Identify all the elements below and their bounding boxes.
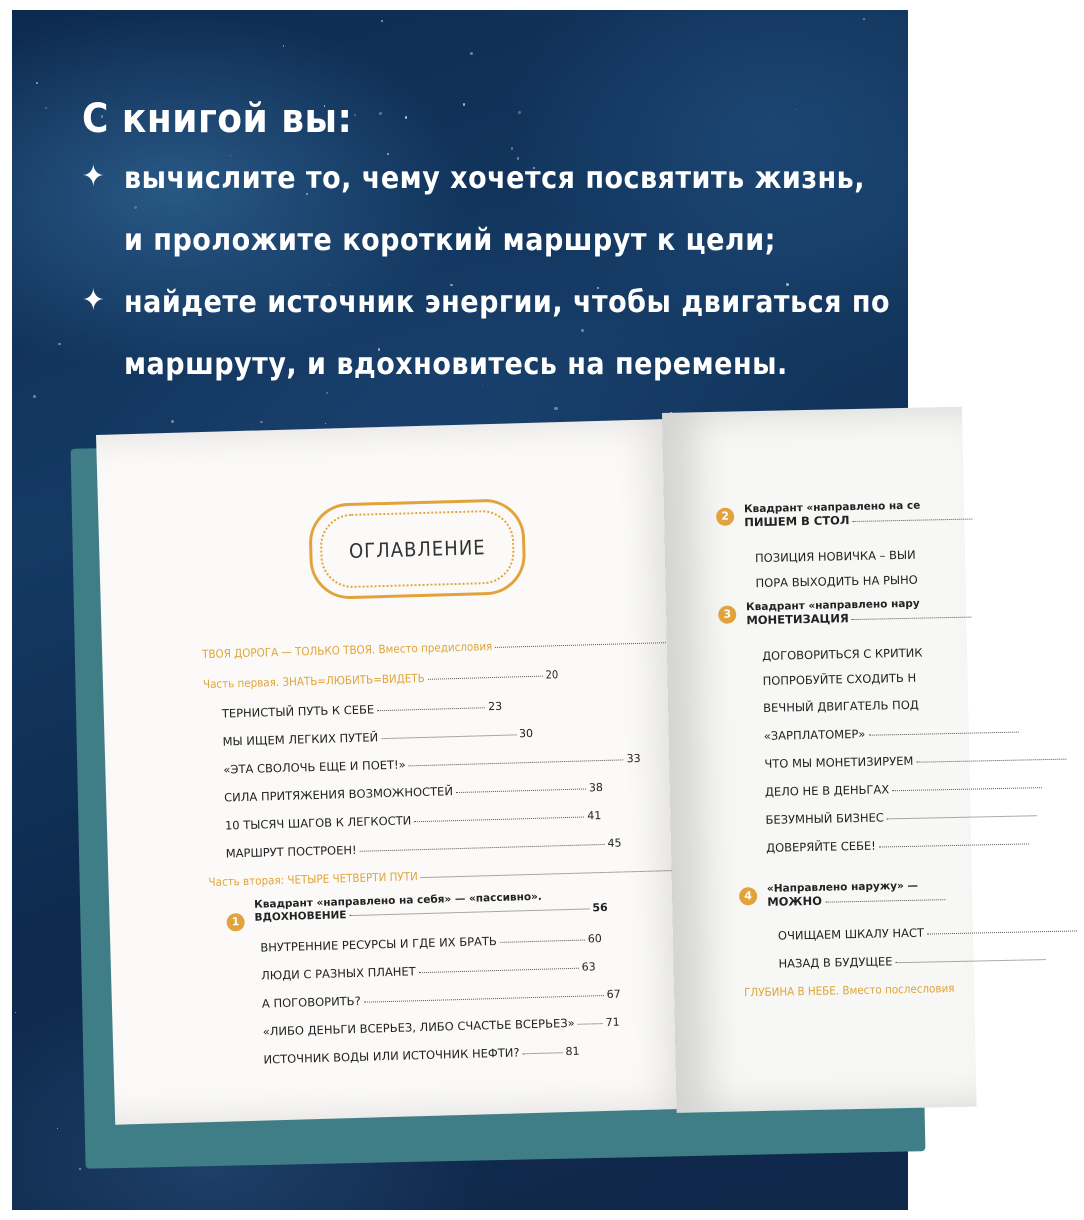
sparkle-star-icon: ✦ <box>82 159 106 194</box>
toc-entry <box>224 780 603 805</box>
toc-entry-title: ПОПРОБУЙТЕ СХОДИТЬ Н <box>762 670 917 688</box>
toc-entry-title: ПИШЕМ В СТОЛ <box>744 513 850 530</box>
bullet-1-line-1: вычислите то, чему хочется посвятить жизнь, <box>124 161 866 196</box>
toc-entry <box>765 779 1045 799</box>
star-dot <box>33 395 35 397</box>
dot-leader <box>414 817 584 823</box>
dot-leader <box>896 959 1046 963</box>
dot-leader <box>868 732 1018 736</box>
toc-entry-title: ДЕЛО НЕ В ДЕНЬГАХ <box>764 782 890 799</box>
toc-entry <box>261 959 596 982</box>
sparkle-star-icon: ✦ <box>82 283 106 318</box>
toc-entry-heading: «Направлено наружу» — <box>766 879 919 895</box>
toc-entry <box>778 951 1048 971</box>
toc-entry-title: Часть первая. ЗНАТЬ=ЛЮБИТЬ=ВИДЕТЬ <box>202 670 425 692</box>
quadrant-number-badge: 4 <box>739 887 757 905</box>
toc-entry-title: «ЭТА СВОЛОЧЬ ЕЩЕ И ПОЕТ!» <box>223 757 406 777</box>
open-book <box>72 405 955 1165</box>
dot-leader <box>892 787 1042 791</box>
page-number: 56 <box>592 900 608 915</box>
toc-entry-title: ВНУТРЕННИЕ РЕСУРСЫ И ГДЕ ИХ БРАТЬ <box>260 934 497 955</box>
toc-entry-title: 10 ТЫСЯЧ ШАГОВ К ЛЕГКОСТИ <box>224 813 412 833</box>
toc-entry <box>222 699 503 721</box>
toc-entry-title: НАЗАД В БУДУЩЕЕ <box>778 954 893 971</box>
toc-entry-title: ПОЗИЦИЯ НОВИЧКА – ВЫИ <box>754 547 916 566</box>
dot-leader <box>500 940 585 943</box>
toc-entry <box>764 724 1022 743</box>
toc-entry <box>222 726 533 749</box>
star-dot <box>381 20 383 22</box>
toc-title-inner-frame <box>319 509 515 588</box>
toc-entry-heading: Квадрант «направлено нару <box>745 597 920 614</box>
toc-entry <box>260 931 602 955</box>
toc-entry-subheading <box>767 891 948 909</box>
toc-entry-title: БЕЗУМНЫЙ БИЗНЕС <box>765 810 884 827</box>
toc-entry <box>766 835 1032 855</box>
toc-title: ОГЛАВЛЕНИЕ <box>348 535 486 563</box>
toc-entry-title: «ЗАРПЛАТОМЕР» <box>763 726 866 743</box>
toc-entry <box>203 667 559 691</box>
toc-entry-title: ОЧИЩАЕМ ШКАЛУ НАСТ <box>777 925 925 943</box>
dot-leader <box>825 899 945 903</box>
page-number: 33 <box>626 751 641 766</box>
toc-entry-title: ТЕРНИСТЫЙ ПУТЬ К СЕБЕ <box>221 702 375 721</box>
page-number: 67 <box>606 987 621 1001</box>
toc-entry-title: ЧТО МЫ МОНЕТИЗИРУЕМ <box>764 753 914 771</box>
page-number: 45 <box>607 836 622 850</box>
toc-entry-title: ЛЮДИ С РАЗНЫХ ПЛАНЕТ <box>260 964 416 983</box>
star-dot <box>45 107 46 108</box>
toc-entry <box>263 1015 620 1039</box>
star-dot <box>79 1168 81 1170</box>
headline-bullet-1 <box>82 161 890 259</box>
dot-leader <box>419 968 579 973</box>
star-dot <box>58 343 60 345</box>
toc-entry-title: А ПОГОВОРИТЬ? <box>261 993 361 1011</box>
toc-entry <box>226 835 622 860</box>
toc-entry-title: МОНЕТИЗАЦИЯ <box>746 611 849 628</box>
toc-entry-title: ПОРА ВЫХОДИТЬ НА РЫНО <box>755 572 918 591</box>
toc-entry-title: ГЛУБИНА В НЕБЕ. Вместо послесловия <box>744 981 955 1000</box>
page-number: 38 <box>588 780 604 795</box>
bullet-2-line-2: маршруту, и вдохновитесь на перемены. <box>124 347 788 382</box>
bullet-2-line-1: найдете источник энергии, чтобы двигаться по <box>124 285 891 320</box>
dot-leader <box>364 995 604 1003</box>
page-number: 60 <box>587 932 602 946</box>
star-dot <box>283 45 284 46</box>
toc-entry-title: СИЛА ПРИТЯЖЕНИЯ ВОЗМОЖНОСТЕЙ <box>223 784 454 805</box>
dot-leader <box>523 1052 563 1054</box>
dot-leader <box>409 759 624 766</box>
background-night-sky <box>12 10 955 1210</box>
dot-leader <box>852 617 972 621</box>
toc-entry <box>767 879 948 909</box>
toc-entry <box>262 987 621 1011</box>
dot-leader <box>887 815 1037 819</box>
toc-entry <box>755 573 917 590</box>
quadrant-number-badge: 1 <box>226 913 244 931</box>
star-dot <box>36 82 38 84</box>
toc-entry <box>755 548 916 565</box>
dot-leader <box>916 759 1066 763</box>
toc-entry <box>763 698 919 715</box>
star-dot <box>57 1128 58 1129</box>
toc-entry-title: ВЕЧНЫЙ ДВИГАТЕЛЬ ПОД <box>763 697 919 715</box>
star-dot <box>15 1012 16 1013</box>
toc-title-frame <box>308 498 527 600</box>
right-page <box>662 407 977 1113</box>
headline-bullet-2 <box>82 285 890 383</box>
page-number: 41 <box>587 809 602 823</box>
dot-leader <box>428 676 543 680</box>
toc-entry <box>746 596 975 627</box>
left-page <box>96 419 700 1125</box>
bullet-1-line-2: и проложите короткий маршрут к цели; <box>124 223 776 258</box>
dot-leader <box>360 844 605 852</box>
star-dot <box>863 18 865 20</box>
dot-leader <box>927 930 1077 934</box>
page-number: 23 <box>487 699 503 714</box>
toc-entry-title: ДОВЕРЯЙТЕ СЕБЕ! <box>765 838 876 855</box>
star-dot <box>470 52 473 55</box>
dot-leader <box>879 843 1029 847</box>
toc-entry <box>744 498 976 529</box>
dot-leader <box>578 1023 603 1025</box>
dot-leader <box>377 707 485 711</box>
toc-entry-title: МОЖНО <box>767 893 823 909</box>
headline-title: С книгой вы: <box>82 96 353 142</box>
toc-entry-title: Часть вторая: ЧЕТЫРЕ ЧЕТВЕРТИ ПУТИ <box>208 869 418 890</box>
toc-entry-title: МЫ ИЩЕМ ЛЕГКИХ ПУТЕЙ <box>222 730 379 749</box>
quadrant-number-badge: 3 <box>718 605 736 623</box>
page-number: 81 <box>565 1044 580 1059</box>
toc-entry <box>263 1044 579 1067</box>
toc-entry-title: ДОГОВОРИТЬСЯ С КРИТИК <box>761 645 923 663</box>
dot-leader <box>456 788 586 793</box>
toc-entry <box>208 862 691 889</box>
dot-leader <box>350 908 590 916</box>
toc-entry <box>778 922 1080 942</box>
dot-leader <box>852 519 972 523</box>
toc-entry <box>765 807 1040 827</box>
page-number: 71 <box>605 1015 620 1029</box>
toc-entry-title: «ЛИБО ДЕНЬГИ ВСЕРЬЕЗ, ЛИБО СЧАСТЬЕ ВСЕРЬЕЗ» <box>262 1015 575 1039</box>
toc-entry-title: ИСТОЧНИК ВОДЫ ИЛИ ИСТОЧНИК НЕФТИ? <box>263 1045 520 1067</box>
headline <box>82 95 890 409</box>
page-number: 63 <box>581 960 596 974</box>
toc-entry <box>223 751 641 777</box>
toc-entry-title: МАРШРУТ ПОСТРОЕН! <box>225 842 357 861</box>
toc-entry-heading: Квадрант «направлено на се <box>743 499 921 516</box>
toc-entry <box>225 808 602 833</box>
toc-entry-title: ВДОХНОВЕНИЕ <box>254 909 347 924</box>
dot-leader <box>421 870 676 878</box>
page-number: 20 <box>545 668 559 682</box>
toc-entry <box>762 671 916 688</box>
toc-entry <box>744 981 955 999</box>
page-number: 30 <box>518 726 534 741</box>
dot-leader <box>381 734 516 739</box>
toc-entry <box>254 889 608 924</box>
toc-entry-heading: Квадрант «направлено на себя» — «пассивно». <box>254 890 543 911</box>
toc-entry <box>764 751 1069 771</box>
toc-entry <box>762 646 923 663</box>
quadrant-number-badge: 2 <box>716 508 734 526</box>
toc-entry-title: ТВОЯ ДОРОГА — ТОЛЬКО ТВОЯ. Вместо предисловия <box>201 639 493 662</box>
